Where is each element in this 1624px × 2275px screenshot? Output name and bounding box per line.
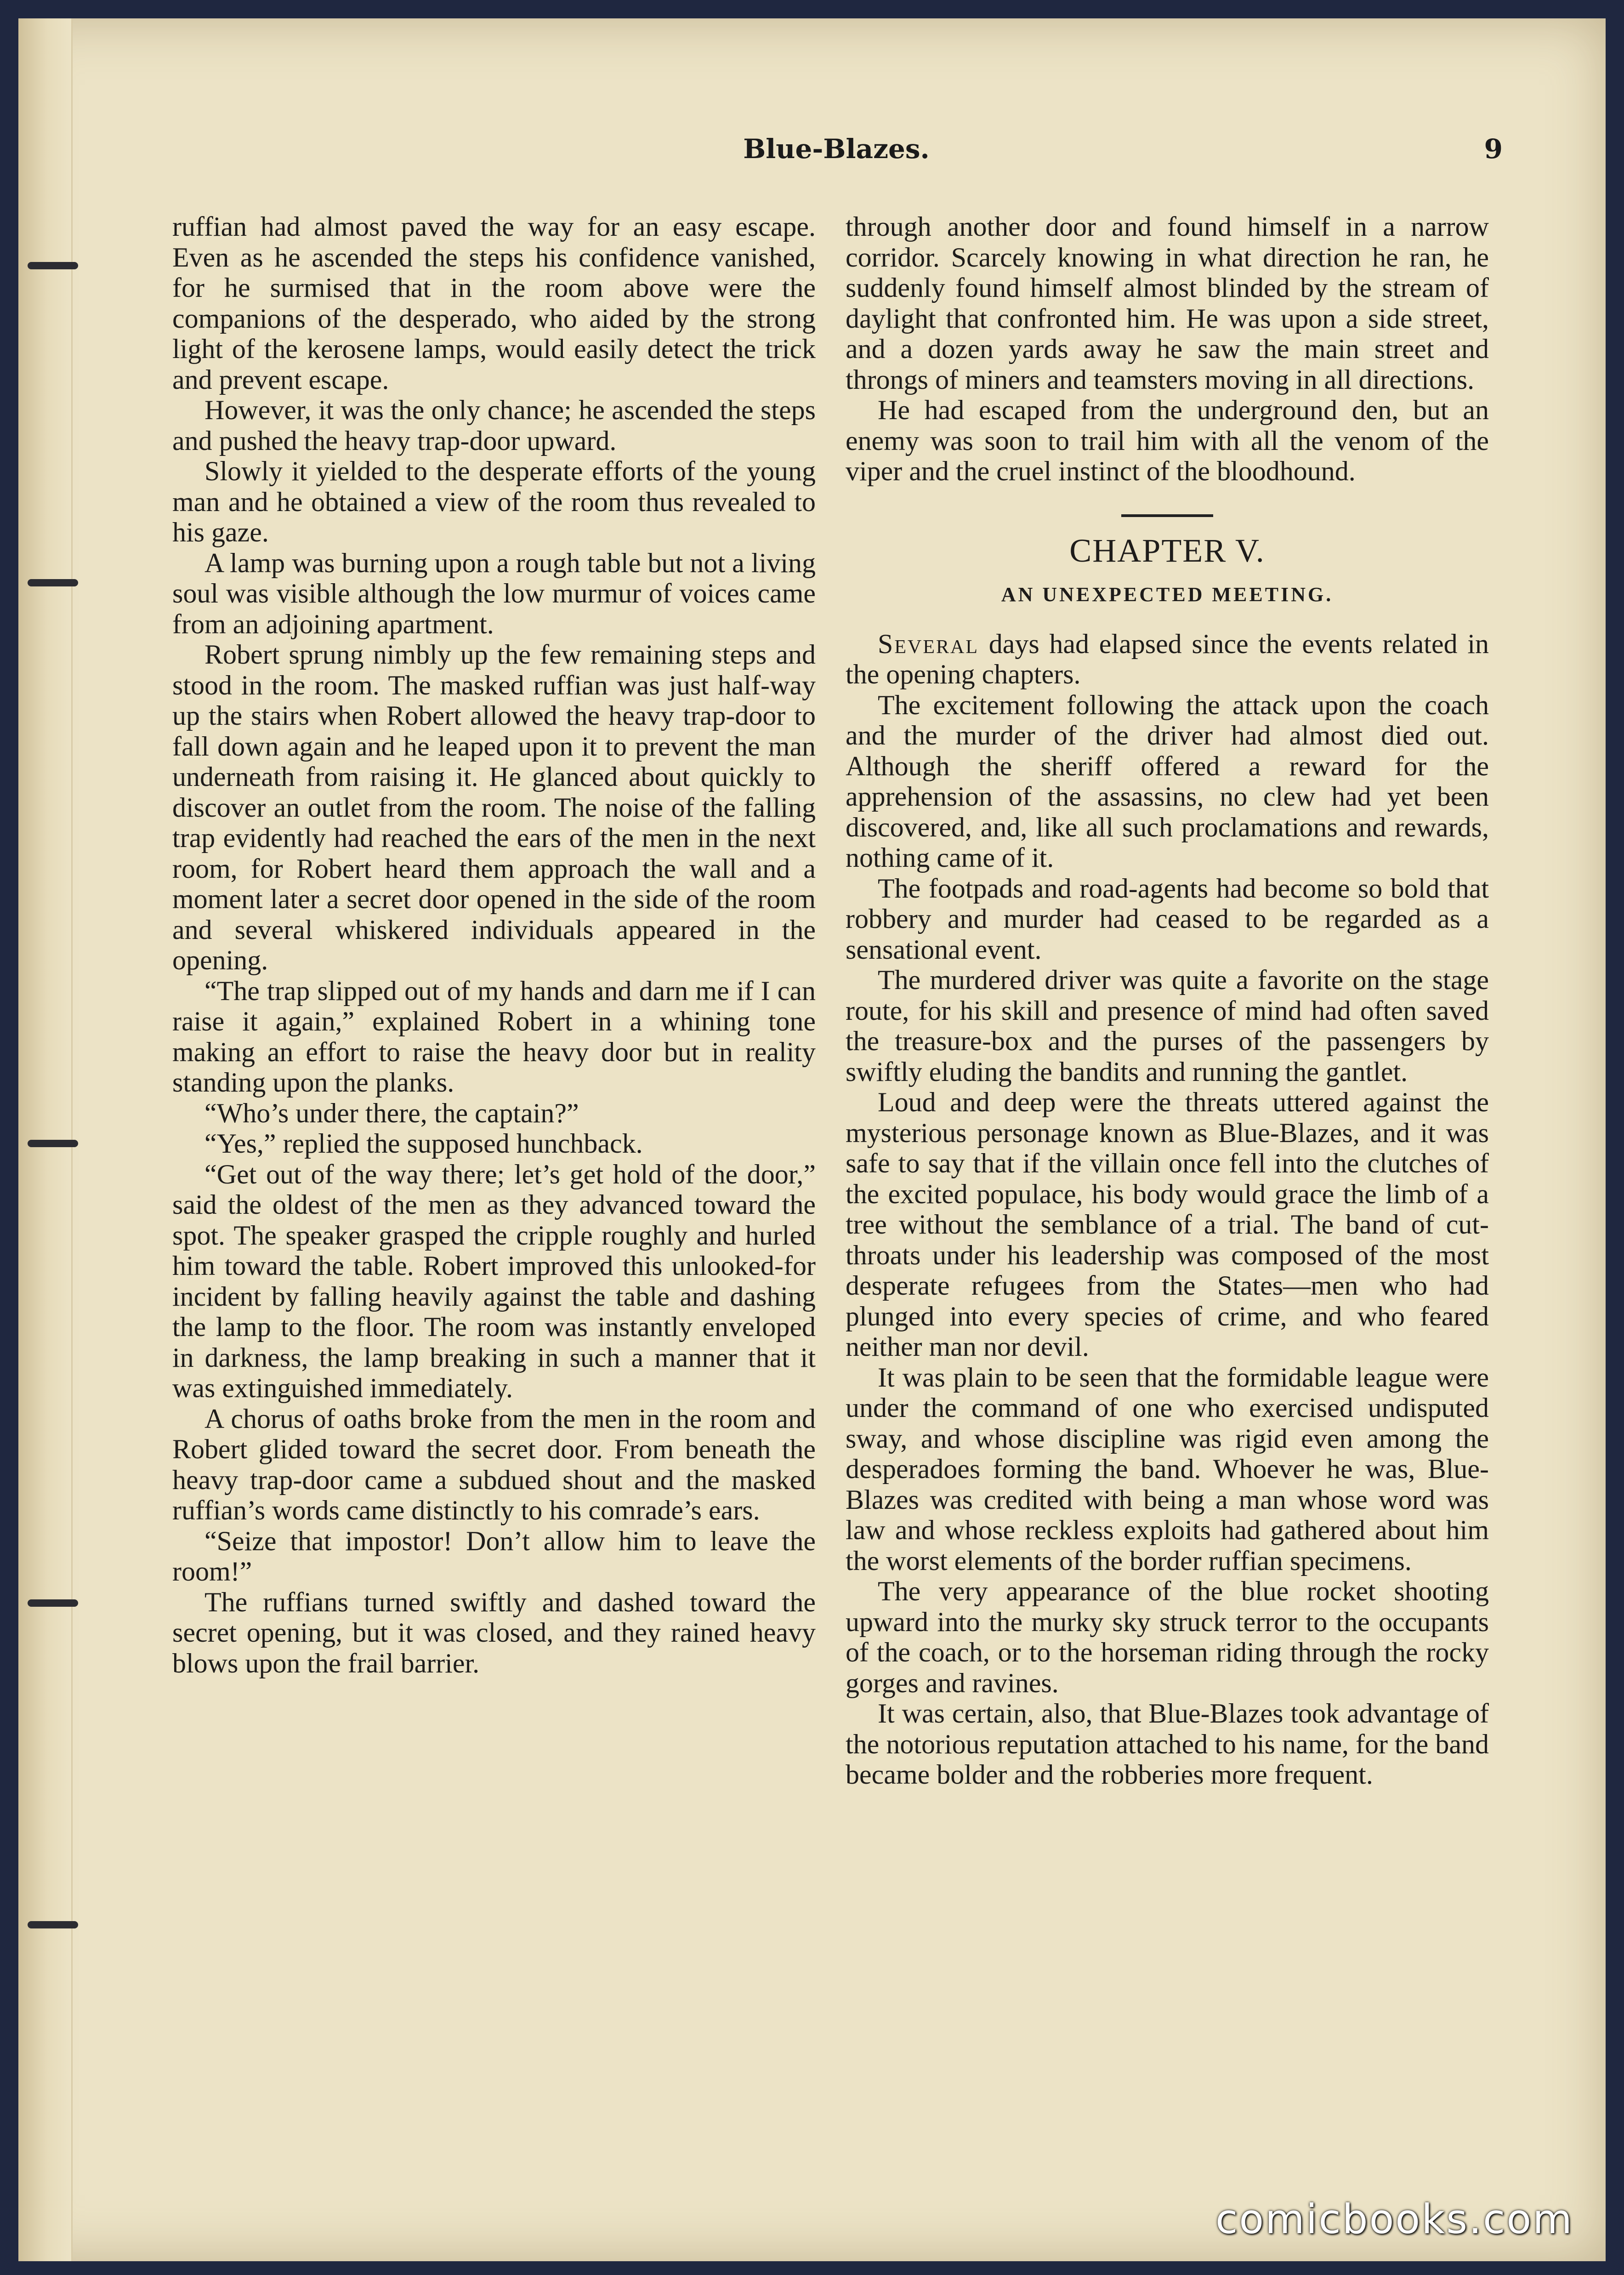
- chapter-title: CHAPTER V.: [1069, 532, 1265, 569]
- page-number: 9: [1484, 133, 1503, 165]
- paragraph: However, it was the only chance; he ascended the steps and pushed the heavy trap-door upward.: [172, 395, 816, 456]
- paragraph: “Who’s under there, the captain?”: [204, 1098, 579, 1128]
- paragraph: The murdered driver was quite a favorite on the stage route, for his skill and presence of mind had often saved the treasure-box and the purses of the passengers by swiftly eluding the bandits and running the gantlet.: [846, 965, 1489, 1087]
- left-column: [172, 211, 816, 1678]
- opening-small-caps-word: Several: [878, 628, 979, 659]
- paragraph: The excitement following the attack upon the coach and the murder of the driver had almost died out. Although the sheriff offered a reward for the apprehension of the assassins, no clew had yet been discovered, and, like all such proclamations and rewards, nothing came of it.: [846, 689, 1489, 873]
- paragraph: “Get out of the way there; let’s get hold of the door,” said the oldest of the men as they advanced toward the spot. The speaker grasped the cripple roughly and hurled him toward the table. Robert improved this unlooked-for incident by falling heavily against the table and dashing the lamp to the floor. The room was instantly enveloped in darkness, the lamp breaking in such a manner that it was extinguished immediately.: [172, 1159, 816, 1403]
- paragraph: The ruffians turned swiftly and dashed toward the secret opening, but it was closed, and they rained heavy blows upon the frail barrier.: [172, 1587, 816, 1678]
- binding-stitch: [28, 1599, 78, 1607]
- chapter-subtitle: AN UNEXPECTED MEETING.: [1001, 583, 1334, 606]
- paragraph: “Yes,” replied the supposed hunchback.: [204, 1128, 643, 1159]
- binding-stitch: [28, 1140, 78, 1147]
- paragraph: Slowly it yielded to the desperate efforts of the young man and he obtained a view of the room thus revealed to his gaze.: [172, 456, 816, 547]
- binding-stitch: [28, 262, 78, 269]
- paragraph: “Seize that impostor! Don’t allow him to leave the room!”: [172, 1525, 816, 1587]
- right-column: [846, 211, 1489, 1790]
- running-title: Blue-Blazes.: [743, 133, 930, 165]
- paragraph: A lamp was burning upon a rough table but not a living soul was visible although the low murmur of voices came from an adjoining apartment.: [172, 547, 816, 639]
- paragraph: It was plain to be seen that the formidable league were under the command of one who exercised undisputed sway, and whose discipline was rigid even among the desperadoes forming the band. Whoever he was, Blue-Blazes was credited with being a man whose word was law and whose reckless exploits had gathered about him the worst elements of the border ruffian specimens.: [846, 1362, 1489, 1576]
- watermark: comicbooks.com: [1215, 2195, 1573, 2243]
- paragraph: The footpads and road-agents had become so bold that robbery and murder had ceased to be regarded as a sensational event.: [846, 873, 1489, 965]
- paragraph: A chorus of oaths broke from the men in the room and Robert glided toward the secret door. From beneath the heavy trap-door came a subdued shout and the masked ruffian’s words came distinctly to his comrade’s ears.: [172, 1403, 816, 1525]
- paragraph: It was certain, also, that Blue-Blazes took advantage of the notorious reputation attached to his name, for the band became bolder and the robberies more frequent.: [846, 1698, 1489, 1790]
- paragraph: Robert sprung nimbly up the few remaining steps and stood in the room. The masked ruffian was just half-way up the stairs when Robert allowed the heavy trap-door to fall down again and he leaped upon it to prevent the man underneath from raising it. He glanced about quickly to discover an outlet from the room. The noise of the falling trap evidently had reached the ears of the men in the next room, for Robert heard them approach the wall and a moment later a secret door opened in the side of the room and several whiskered individuals appeared in the opening.: [172, 639, 816, 975]
- paragraph: Loud and deep were the threats uttered against the mysterious personage known as Blue-Blazes, and it was safe to say that if the villain once fell into the clutches of the excited populace, his body would grace the limb of a tree without the semblance of a trial. The band of cut-throats under his leadership was composed of the most desperate refugees from the States—men who had plunged into every species of crime, and who feared neither man nor devil.: [846, 1087, 1489, 1362]
- chapter-opening-paragraph: [846, 629, 1489, 690]
- paragraph: “The trap slipped out of my hands and darn me if I can raise it again,” explained Robert in a whining tone making an effort to raise the heavy door but in reality standing upon the planks.: [172, 975, 816, 1098]
- paragraph: ruffian had almost paved the way for an easy escape. Even as he ascended the steps his confidence vanished, for he surmised that in the room above were the companions of the desperado, who aided by the strong light of the kerosene lamps, would easily detect the trick and prevent escape.: [172, 211, 816, 395]
- opening-text: days had elapsed since the events related in the opening chapters.: [846, 628, 1489, 689]
- page-header: [170, 133, 1503, 175]
- paragraph: through another door and found himself in a narrow corridor. Scarcely knowing in what direction he ran, he suddenly found himself almost blinded by the stream of daylight that confronted him. He was upon a side street, and a dozen yards away he saw the main street and throngs of miners and teamsters moving in all directions.: [846, 211, 1489, 395]
- paragraph: The very appearance of the blue rocket shooting upward into the murky sky struck terror to the occupants of the coach, or to the horseman riding through the rocky gorges and ravines.: [846, 1576, 1489, 1698]
- chapter-divider: [1121, 514, 1213, 517]
- binding-stitch: [28, 579, 78, 586]
- book-page: [18, 18, 1606, 2261]
- page-binding: [18, 18, 73, 2261]
- binding-stitch: [28, 1921, 78, 1928]
- paragraph: He had escaped from the underground den, but an enemy was soon to trail him with all the venom of the viper and the cruel instinct of the bloodhound.: [846, 395, 1489, 486]
